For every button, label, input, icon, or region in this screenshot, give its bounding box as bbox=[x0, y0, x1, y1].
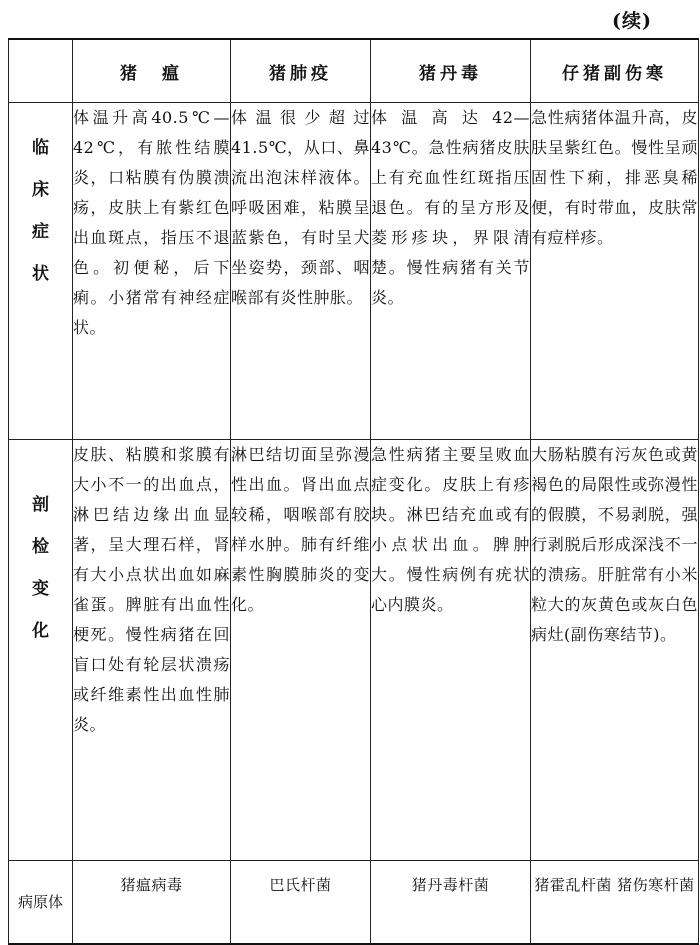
pathogen-piglet-paratyphoid: 猪霍乱杆菌 猪伤寒杆菌 bbox=[531, 861, 699, 945]
pathogen-swine-erysipelas: 猪丹毒杆菌 bbox=[371, 861, 531, 945]
necropsy-swine-fever: 皮肤、粘膜和浆膜有大小不一的出血点，淋巴结边缘出血显著，呈大理石样，肾有大小点状出血如麻雀蛋。脾脏有出血性梗死。慢性病猪在回盲口处有轮层状溃疡或纤维素性出血性肺炎。 bbox=[73, 440, 231, 861]
header-corner bbox=[9, 39, 73, 103]
header-swine-fever: 猪 瘟 bbox=[73, 39, 231, 103]
clinical-piglet-paratyphoid: 急性病猪体温升高，皮肤呈紫红色。慢性呈顽固性下痢，排恶臭稀便，有时带血，皮肤常有痘样疹。 bbox=[531, 103, 699, 440]
header-piglet-paratyphoid: 仔猪副伤寒 bbox=[531, 39, 699, 103]
pathogen-swine-pasteurellosis: 巴氏杆菌 bbox=[231, 861, 371, 945]
pathogen-swine-fever: 猪瘟病毒 bbox=[73, 861, 231, 945]
necropsy-swine-pasteurellosis: 淋巴结切面呈弥漫性出血。肾出血点较稀，咽喉部有胶样水肿。肺有纤维素性胸膜肺炎的变化。 bbox=[231, 440, 371, 861]
clinical-swine-pasteurellosis: 体温很少超过41.5℃，从口、鼻流出泡沫样液体。呼吸困难，粘膜呈蓝紫色，有时呈犬坐姿势，颈部、咽喉部有炎性肿胀。 bbox=[231, 103, 371, 440]
row-label-necropsy-changes: 剖 检 变 化 bbox=[9, 440, 73, 861]
necropsy-piglet-paratyphoid: 大肠粘膜有污灰色或黄褐色的局限性或弥漫性的假膜，不易剥脱，强行剥脱后形成深浅不一的溃疡。肝脏常有小米粒大的灰黄色或灰白色病灶(副伤寒结节)。 bbox=[531, 440, 699, 861]
header-swine-pasteurellosis: 猪肺疫 bbox=[231, 39, 371, 103]
necropsy-swine-erysipelas: 急性病猪主要呈败血症变化。皮肤上有疹块。淋巴结充血或有小点状出血。脾肿大。慢性病例有疣状心内膜炎。 bbox=[371, 440, 531, 861]
clinical-swine-erysipelas: 体温高达42—43℃。急性病猪皮肤上有充血性红斑指压退色。有的呈方形及菱形疹块，界限清楚。慢性病猪有关节炎。 bbox=[371, 103, 531, 440]
row-label-pathogen: 病原体 bbox=[9, 861, 73, 945]
clinical-swine-fever: 体温升高40.5℃—42℃，有脓性结膜炎，口粘膜有伪膜溃疡，皮肤上有紫红色出血斑点，指压不退色。初便秘，后下痢。小猪常有神经症状。 bbox=[73, 103, 231, 440]
row-label-clinical-symptoms: 临 床 症 状 bbox=[9, 103, 73, 440]
disease-comparison-table bbox=[8, 38, 699, 945]
continued-mark: (续) bbox=[612, 10, 652, 32]
header-swine-erysipelas: 猪丹毒 bbox=[371, 39, 531, 103]
